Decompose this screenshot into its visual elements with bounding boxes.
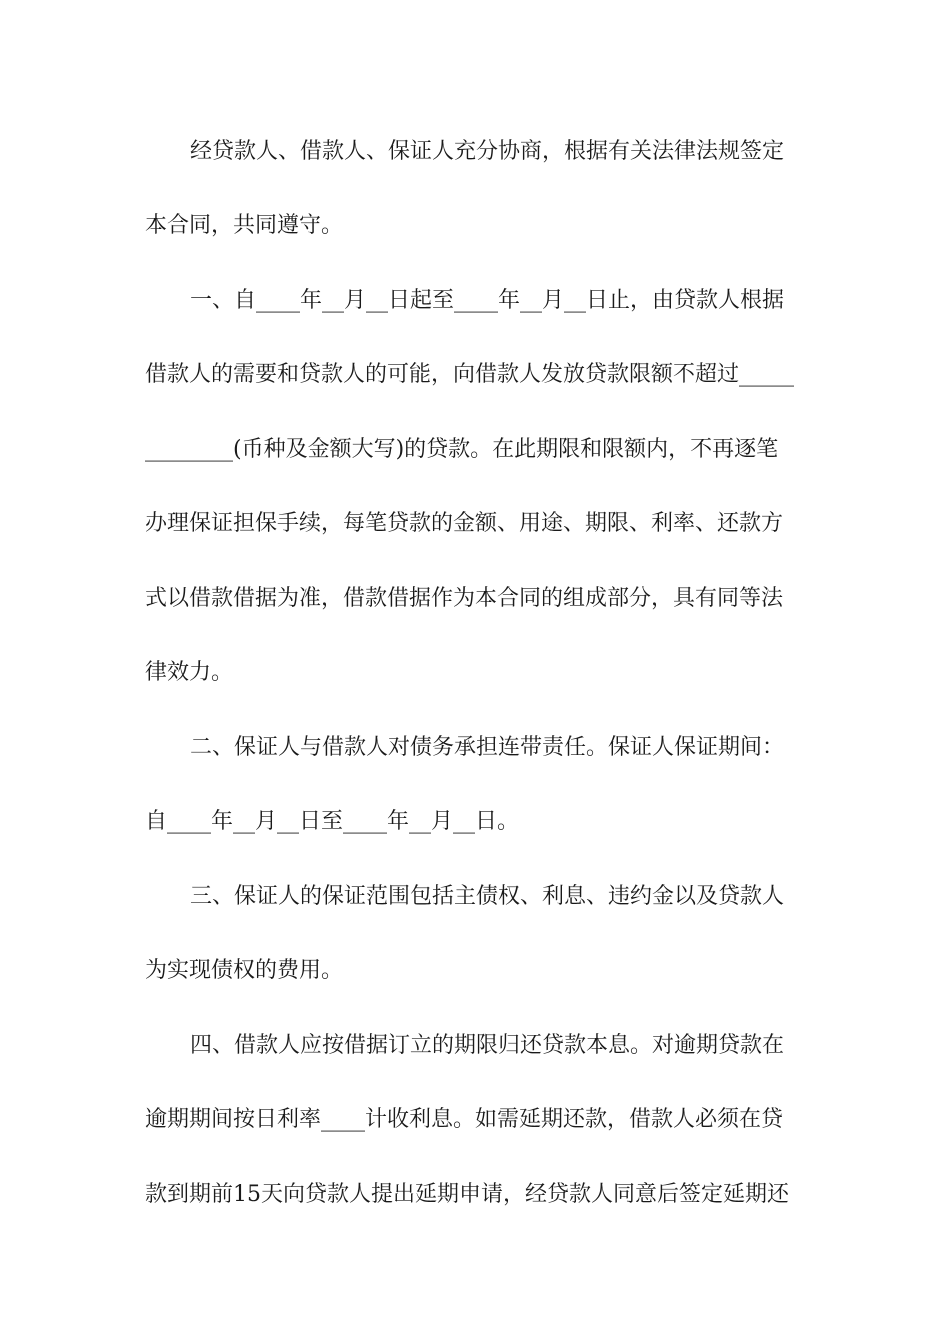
clause-1-line-2: 借款人的需要和贷款人的可能，向借款人发放贷款限额不超过_____	[145, 362, 795, 387]
clause-1-line-5: 式以借款借据为准，借款借据作为本合同的组成部分，具有同等法	[145, 586, 784, 611]
paragraph-intro-line-2: 本合同，共同遵守。	[145, 213, 344, 238]
clause-3-line-1: 三、保证人的保证范围包括主债权、利息、违约金以及贷款人	[190, 884, 785, 909]
clause-4-line-3: 款到期前15天向贷款人提出延期申请，经贷款人同意后签定延期还	[145, 1182, 789, 1207]
clause-2-line-1: 二、保证人与借款人对债务承担连带责任。保证人保证期间：	[190, 735, 785, 760]
clause-1-line-6: 律效力。	[145, 660, 234, 685]
clause-4-line-2: 逾期期间按日利率____计收利息。如需延期还款，借款人必须在贷	[145, 1107, 784, 1132]
clause-1-line-1: 一、自____年__月__日起至____年__月__日止，由贷款人根据	[190, 288, 785, 313]
clause-2-line-2: 自____年__月__日至____年__月__日。	[145, 809, 520, 834]
clause-1-line-4: 办理保证担保手续，每笔贷款的金额、用途、期限、利率、还款方	[145, 511, 784, 536]
clause-1-line-3: ________(币种及金额大写)的贷款。在此期限和限额内，不再逐笔	[145, 437, 779, 462]
clause-3-line-2: 为实现债权的费用。	[145, 958, 344, 983]
paragraph-intro-line-1: 经贷款人、借款人、保证人充分协商，根据有关法律法规签定	[190, 139, 785, 164]
clause-4-line-1: 四、借款人应按借据订立的期限归还贷款本息。对逾期贷款在	[190, 1033, 785, 1058]
